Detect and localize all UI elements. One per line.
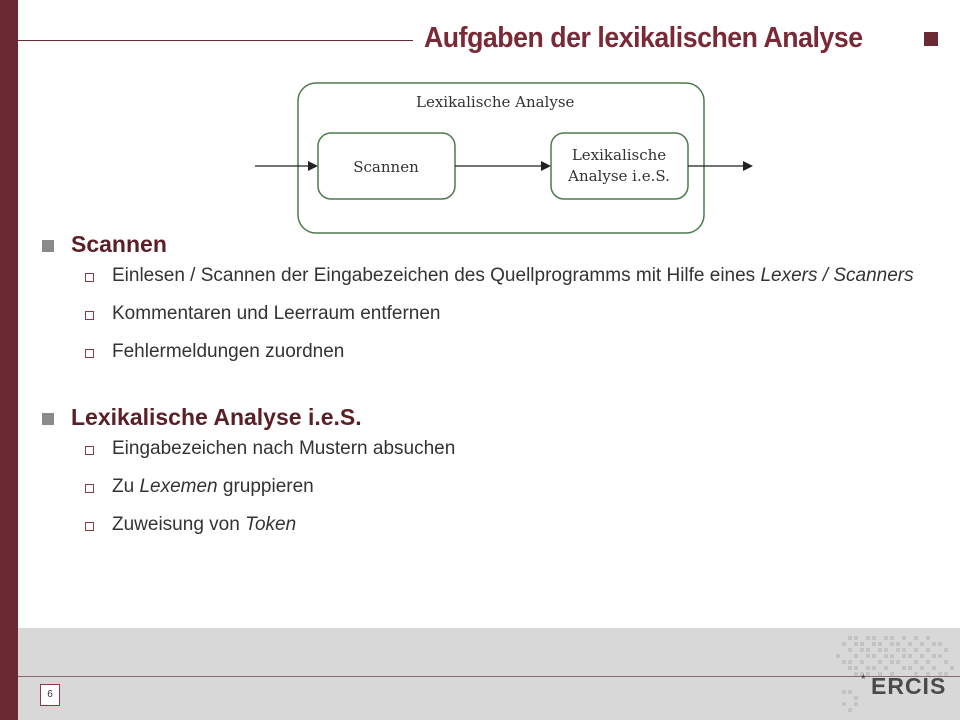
- bullet-list: [42, 228, 922, 551]
- left-accent-bar: [0, 0, 18, 720]
- bullet-heading: [42, 228, 922, 260]
- hollow-square-bullet-icon: [85, 311, 94, 320]
- outer-box-label: Lexikalische Analyse: [416, 93, 575, 111]
- bullet-section-scannen: [42, 228, 922, 363]
- slide-title: Aufgaben der lexikalischen Analyse: [424, 22, 863, 54]
- sub-bullet-item: [42, 302, 922, 325]
- ercis-logo: ERCIS: [871, 673, 947, 699]
- bullet-heading-text: Lexikalische Analyse i.e.S.: [71, 404, 362, 430]
- sub-bullet-emphasis: Lexers / Scanners: [760, 265, 914, 286]
- sub-bullet-emphasis: Token: [245, 514, 297, 535]
- bullet-section-lexical-analysis: [42, 401, 922, 536]
- sub-bullet-item: [42, 475, 922, 498]
- lexical-analysis-box-line1: Lexikalische: [571, 146, 667, 164]
- title-square-icon: [924, 32, 938, 46]
- hollow-square-bullet-icon: [85, 273, 94, 282]
- hollow-square-bullet-icon: [85, 349, 94, 358]
- hollow-square-bullet-icon: [85, 522, 94, 531]
- square-bullet-icon: [42, 413, 54, 425]
- logo-star-icon: *: [861, 672, 866, 686]
- sub-bullet-item: [42, 437, 922, 460]
- sub-bullet-text-end: gruppieren: [217, 476, 314, 497]
- lexical-analysis-box-line2: Analyse i.e.S.: [568, 167, 670, 185]
- hollow-square-bullet-icon: [85, 484, 94, 493]
- sub-bullet-list: [42, 437, 922, 536]
- sub-bullet-item: [42, 340, 922, 363]
- bullet-heading-text: Scannen: [71, 231, 167, 257]
- sub-bullet-text: Eingabezeichen nach Mustern absuchen: [112, 438, 456, 459]
- hollow-square-bullet-icon: [85, 446, 94, 455]
- sub-bullet-item: [42, 264, 922, 287]
- sub-bullet-text: Zuweisung von: [112, 514, 246, 535]
- sub-bullet-text: Zu: [112, 476, 140, 497]
- sub-bullet-item: [42, 513, 922, 536]
- sub-bullet-text: Kommentaren und Leerraum entfernen: [112, 303, 441, 324]
- sub-bullet-emphasis: Lexemen: [139, 476, 218, 497]
- sub-bullet-text: Fehlermeldungen zuordnen: [112, 341, 345, 362]
- lexical-analysis-box: [551, 133, 688, 199]
- bullet-heading: [42, 401, 922, 433]
- footer-bar: [18, 628, 960, 720]
- sub-bullet-list: [42, 264, 922, 363]
- lexical-analysis-diagram: [250, 80, 770, 240]
- output-arrow-head: [743, 161, 753, 171]
- scannen-box-label: Scannen: [353, 158, 419, 176]
- page-number: 6: [40, 684, 60, 706]
- square-bullet-icon: [42, 240, 54, 252]
- title-rule: [18, 40, 413, 41]
- sub-bullet-text: Einlesen / Scannen der Eingabezeichen des Quellprogramms mit Hilfe eines: [112, 265, 761, 286]
